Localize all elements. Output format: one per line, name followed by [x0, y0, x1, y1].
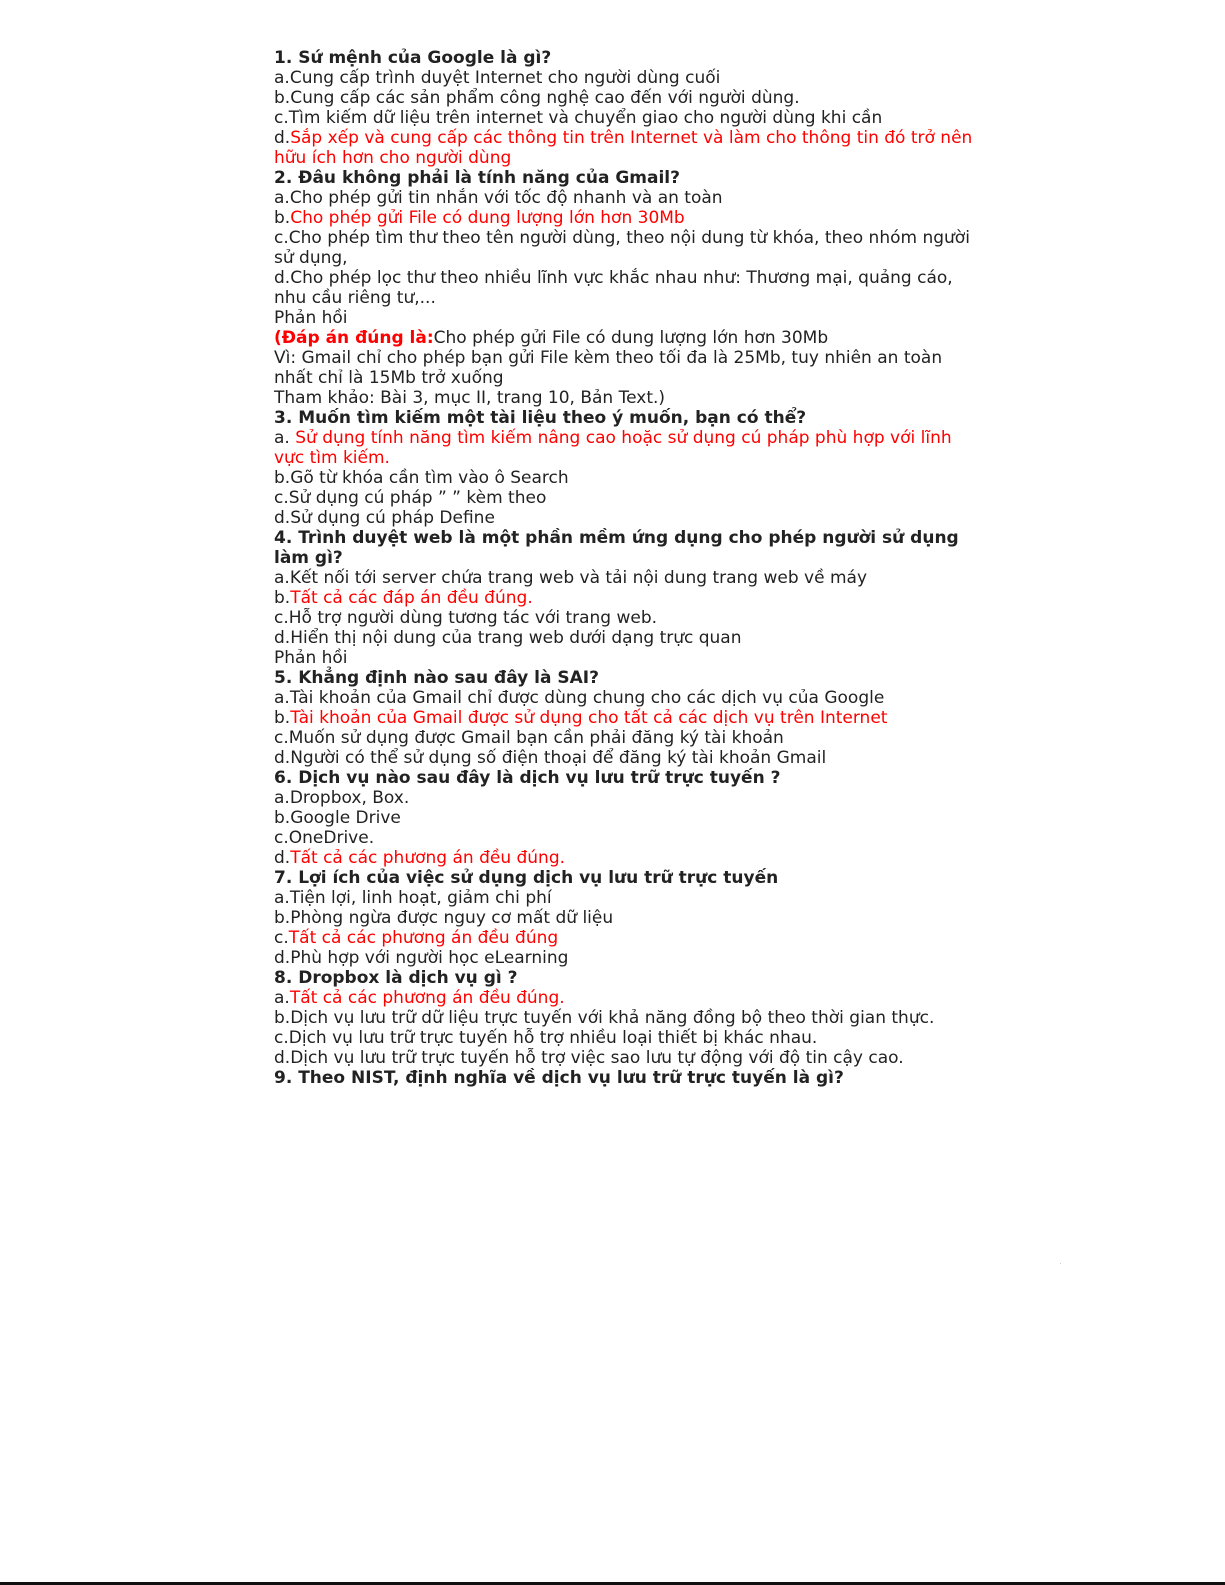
feedback-line: Phản hồi [274, 308, 348, 328]
answer-option-correct [274, 588, 974, 608]
option-text: Tài khoản của Gmail chỉ được dùng chung cho các dịch vụ của Google [289, 688, 885, 708]
feedback-text [274, 308, 974, 328]
option-text: Cung cấp trình duyệt Internet cho người dùng cuối [289, 68, 721, 88]
option-text: Tất cả các đáp án đều đúng. [290, 588, 533, 608]
option-letter: c. [274, 828, 289, 848]
option-text: Google Drive [290, 808, 401, 828]
option-letter: d. [274, 128, 291, 148]
option-letter: d. [274, 848, 291, 868]
option-text: Hỗ trợ người dùng tương tác với trang web. [288, 608, 658, 628]
answer-option [274, 488, 974, 508]
option-text: Cho phép gửi File có dung lượng lớn hơn 30Mb [290, 208, 685, 228]
question-heading [274, 1068, 974, 1088]
option-text: Sử dụng cú pháp ” ” kèm theo [288, 488, 547, 508]
question-heading [274, 528, 974, 568]
option-text: Gõ từ khóa cần tìm vào ô Search [290, 468, 569, 488]
feedback-line: Vì: Gmail chỉ cho phép bạn gửi File kèm theo tối đa là 25Mb, tuy nhiên an toàn nhất chỉ là 15Mb trở xuống [274, 348, 943, 388]
question-text: 9. Theo NIST, định nghĩa về dịch vụ lưu trữ trực tuyến là gì? [274, 1068, 844, 1088]
question-text: 1. Sứ mệnh của Google là gì? [274, 48, 552, 68]
answer-option [274, 748, 974, 768]
feedback-line: Phản hồi [274, 648, 348, 668]
option-letter: b. [274, 908, 291, 928]
option-text: Phù hợp với người học eLearning [290, 948, 569, 968]
option-text: Tất cả các phương án đều đúng [288, 928, 559, 948]
question-heading [274, 668, 974, 688]
correct-answer-text: Cho phép gửi File có dung lượng lớn hơn 30Mb [433, 328, 829, 348]
option-text: Tiện lợi, linh hoạt, giảm chi phí [289, 888, 552, 908]
answer-option [274, 508, 974, 528]
answer-option [274, 568, 974, 588]
option-letter: d. [274, 268, 291, 288]
option-text: Sử dụng cú pháp Define [290, 508, 495, 528]
question-heading [274, 768, 974, 788]
question-heading [274, 968, 974, 988]
answer-option [274, 188, 974, 208]
option-text: Phòng ngừa được nguy cơ mất dữ liệu [290, 908, 614, 928]
option-letter: b. [274, 708, 291, 728]
question-text: 6. Dịch vụ nào sau đây là dịch vụ lưu trữ trực tuyến ? [274, 768, 781, 788]
option-letter: b. [274, 1008, 291, 1028]
answer-option-correct [274, 708, 974, 728]
answer-option [274, 268, 974, 308]
option-letter: c. [274, 928, 289, 948]
option-text: Tài khoản của Gmail được sử dụng cho tất cả các dịch vụ trên Internet [290, 708, 888, 728]
answer-option [274, 1048, 974, 1068]
answer-option-correct [274, 928, 974, 948]
option-text: Cho phép tìm thư theo tên người dùng, theo nội dung từ khóa, theo nhóm người sử dụng, [274, 228, 970, 268]
option-text: Kết nối tới server chứa trang web và tải nội dung trang web về máy [289, 568, 868, 588]
answer-option [274, 1008, 974, 1028]
question-heading [274, 868, 974, 888]
answer-option [274, 828, 974, 848]
correct-answer-label: (Đáp án đúng là: [274, 328, 434, 348]
option-text: Tìm kiếm dữ liệu trên internet và chuyển giao cho người dùng khi cần [288, 108, 883, 128]
answer-option [274, 788, 974, 808]
feedback-text [274, 388, 974, 408]
answer-option [274, 808, 974, 828]
option-text: Dịch vụ lưu trữ trực tuyến hỗ trợ việc sao lưu tự động với độ tin cậy cao. [290, 1048, 904, 1068]
answer-option [274, 908, 974, 928]
option-letter: a. [274, 988, 290, 1008]
option-text: Dịch vụ lưu trữ trực tuyến hỗ trợ nhiều loại thiết bị khác nhau. [288, 1028, 818, 1048]
option-text: Tất cả các phương án đều đúng. [289, 988, 565, 1008]
option-text: Sắp xếp và cung cấp các thông tin trên Internet và làm cho thông tin đó trở nên hữu ích hơn cho người dùng [274, 128, 973, 168]
question-text: 4. Trình duyệt web là một phần mềm ứng dụng cho phép người sử dụng làm gì? [274, 528, 959, 568]
question-text: 5. Khẳng định nào sau đây là SAI? [274, 668, 599, 688]
answer-option-correct [274, 428, 974, 468]
question-text: 8. Dropbox là dịch vụ gì ? [274, 968, 518, 988]
option-letter: b. [274, 88, 291, 108]
answer-option [274, 948, 974, 968]
answer-option [274, 728, 974, 748]
option-text: Dropbox, Box. [289, 788, 410, 808]
option-text: Tất cả các phương án đều đúng. [290, 848, 566, 868]
option-letter: a. [274, 788, 290, 808]
answer-option [274, 108, 974, 128]
option-letter: b. [274, 588, 291, 608]
question-heading [274, 408, 974, 428]
option-text: Muốn sử dụng được Gmail bạn cần phải đăng ký tài khoản [288, 728, 784, 748]
option-letter: a. [274, 888, 290, 908]
option-letter: a. [274, 568, 290, 588]
option-text: Cho phép gửi tin nhắn với tốc độ nhanh và an toàn [289, 188, 723, 208]
answer-option-correct [274, 208, 974, 228]
option-text: Sử dụng tính năng tìm kiếm nâng cao hoặc sử dụng cú pháp phù hợp với lĩnh vực tìm kiếm. [274, 428, 952, 468]
correct-answer-line [274, 328, 974, 348]
option-text: Cung cấp các sản phẩm công nghệ cao đến với người dùng. [290, 88, 800, 108]
answer-option-correct [274, 848, 974, 868]
answer-option [274, 1028, 974, 1048]
option-letter: a. [274, 428, 290, 448]
answer-option [274, 688, 974, 708]
question-text: 7. Lợi ích của việc sử dụng dịch vụ lưu trữ trực tuyến [274, 868, 779, 888]
answer-option [274, 608, 974, 628]
option-letter: c. [274, 108, 289, 128]
option-text: Hiển thị nội dung của trang web dưới dạng trực quan [290, 628, 742, 648]
option-text: OneDrive. [288, 828, 375, 848]
option-letter: d. [274, 1048, 291, 1068]
option-letter: d. [274, 748, 291, 768]
option-letter: d. [274, 628, 291, 648]
option-letter: c. [274, 1028, 289, 1048]
option-letter: a. [274, 688, 290, 708]
option-letter: d. [274, 948, 291, 968]
option-letter: b. [274, 808, 291, 828]
option-text: Cho phép lọc thư theo nhiều lĩnh vực khắc nhau như: Thương mại, quảng cáo, nhu cầu riêng tư,... [274, 268, 953, 308]
option-letter: c. [274, 488, 289, 508]
answer-option [274, 68, 974, 88]
answer-option [274, 88, 974, 108]
option-text: Dịch vụ lưu trữ dữ liệu trực tuyến với khả năng đồng bộ theo thời gian thực. [290, 1008, 935, 1028]
option-letter: b. [274, 208, 291, 228]
option-letter: c. [274, 728, 289, 748]
option-letter: a. [274, 188, 290, 208]
question-text: 3. Muốn tìm kiếm một tài liệu theo ý muốn, bạn có thể? [274, 408, 807, 428]
quiz-document [274, 48, 974, 1088]
answer-option [274, 228, 974, 268]
option-letter: a. [274, 68, 290, 88]
feedback-text [274, 648, 974, 668]
question-heading [274, 48, 974, 68]
answer-option [274, 888, 974, 908]
question-heading [274, 168, 974, 188]
answer-option-correct [274, 128, 974, 168]
feedback-line: Tham khảo: Bài 3, mục II, trang 10, Bản Text.) [274, 388, 666, 408]
option-letter: d. [274, 508, 291, 528]
stray-mark [1060, 1263, 1061, 1264]
option-letter: b. [274, 468, 291, 488]
answer-option-correct [274, 988, 974, 1008]
option-text: Người có thể sử dụng số điện thoại để đăng ký tài khoản Gmail [290, 748, 827, 768]
option-letter: c. [274, 228, 289, 248]
option-letter: c. [274, 608, 289, 628]
feedback-text [274, 348, 974, 388]
question-text: 2. Đâu không phải là tính năng của Gmail? [274, 168, 680, 188]
answer-option [274, 468, 974, 488]
answer-option [274, 628, 974, 648]
